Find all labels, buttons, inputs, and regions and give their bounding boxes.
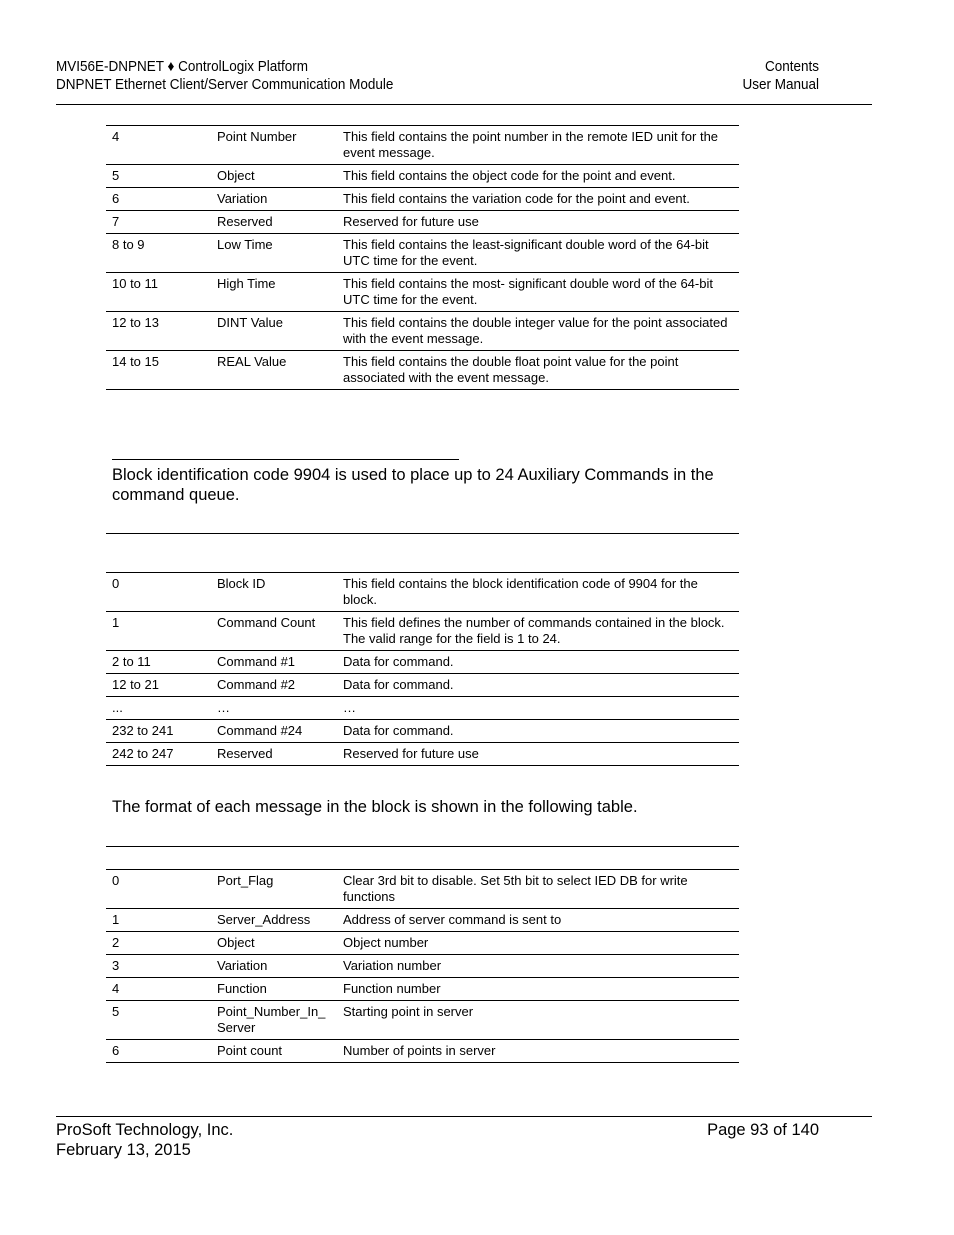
table-row (106, 612, 739, 651)
table2-top-rule (106, 533, 739, 534)
cell-description: This field contains the least-significant double word of the 64-bit UTC time for the event. (337, 234, 739, 273)
cell-offset: 12 to 21 (106, 674, 211, 697)
cell-name: REAL Value (211, 351, 337, 390)
cell-description: Function number (337, 978, 739, 1001)
cell-description: Clear 3rd bit to disable. Set 5th bit to select IED DB for write functions (337, 870, 739, 909)
cell-name: Command Count (211, 612, 337, 651)
table-row (106, 955, 739, 978)
cell-description: This field contains the object code for the point and event. (337, 165, 739, 188)
section-heading-rule (112, 459, 459, 460)
table-row (106, 720, 739, 743)
cell-name: Low Time (211, 234, 337, 273)
table-row (106, 273, 739, 312)
page-header-left (56, 58, 393, 94)
table-row (106, 651, 739, 674)
cell-name: Function (211, 978, 337, 1001)
cell-name: Object (211, 932, 337, 955)
cell-offset: 2 (106, 932, 211, 955)
command-format-table (106, 870, 739, 1063)
cell-name: Point Number (211, 126, 337, 165)
cell-name: Command #24 (211, 720, 337, 743)
table3-top-rule (106, 846, 739, 847)
table-row (106, 165, 739, 188)
cell-offset: 8 to 9 (106, 234, 211, 273)
cell-name: Object (211, 165, 337, 188)
cell-name: Command #1 (211, 651, 337, 674)
table-row (106, 870, 739, 909)
cell-name: Reserved (211, 743, 337, 766)
cell-offset: ... (106, 697, 211, 720)
cell-offset: 4 (106, 126, 211, 165)
footer-date: February 13, 2015 (56, 1141, 191, 1159)
cell-name: Reserved (211, 211, 337, 234)
cell-offset: 7 (106, 211, 211, 234)
cell-description: Data for command. (337, 720, 739, 743)
cell-description: Reserved for future use (337, 211, 739, 234)
cell-name: DINT Value (211, 312, 337, 351)
table-row (106, 573, 739, 612)
header-doc-type: User Manual (742, 76, 819, 93)
cell-name: Point_Number_In_Server (211, 1001, 337, 1040)
cell-name: High Time (211, 273, 337, 312)
cell-offset: 2 to 11 (106, 651, 211, 674)
cell-description: … (337, 697, 739, 720)
page-header-right (742, 58, 819, 94)
cell-name: Block ID (211, 573, 337, 612)
table-row (106, 188, 739, 211)
cell-offset: 10 to 11 (106, 273, 211, 312)
cell-offset: 232 to 241 (106, 720, 211, 743)
cell-name: Command #2 (211, 674, 337, 697)
cell-description: Reserved for future use (337, 743, 739, 766)
cell-offset: 5 (106, 165, 211, 188)
table-row (106, 126, 739, 165)
cell-offset: 1 (106, 909, 211, 932)
section-intro-text: Block identification code 9904 is used to place up to 24 Auxiliary Commands in the command queue. (112, 466, 714, 504)
header-section: Contents (764, 58, 819, 75)
cell-description: This field defines the number of commands contained in the block. The valid range for the field is 1 to 24. (337, 612, 739, 651)
cell-offset: 5 (106, 1001, 211, 1040)
cell-offset: 6 (106, 188, 211, 211)
cell-name: Server_Address (211, 909, 337, 932)
cell-offset: 3 (106, 955, 211, 978)
cell-offset: 14 to 15 (106, 351, 211, 390)
cell-offset: 0 (106, 870, 211, 909)
cell-description: Number of points in server (337, 1040, 739, 1063)
cell-name: … (211, 697, 337, 720)
cell-offset: 242 to 247 (106, 743, 211, 766)
cell-description: This field contains the double integer value for the point associated with the event message. (337, 312, 739, 351)
cell-description: Address of server command is sent to (337, 909, 739, 932)
header-rule (56, 104, 872, 105)
header-module-title: DNPNET Ethernet Client/Server Communication Module (56, 76, 394, 93)
cell-offset: 12 to 13 (106, 312, 211, 351)
event-format-table (106, 126, 739, 390)
cell-description: Data for command. (337, 674, 739, 697)
cell-offset: 1 (106, 612, 211, 651)
table-row (106, 234, 739, 273)
cell-description: Object number (337, 932, 739, 955)
cell-offset: 6 (106, 1040, 211, 1063)
cell-name: Port_Flag (211, 870, 337, 909)
block-9904-table (106, 573, 739, 766)
footer-rule (56, 1116, 872, 1117)
cell-name: Variation (211, 188, 337, 211)
cell-description: This field contains the variation code for the point and event. (337, 188, 739, 211)
cell-description: This field contains the block identification code of 9904 for the block. (337, 573, 739, 612)
table-row (106, 978, 739, 1001)
table-row (106, 909, 739, 932)
format-intro-text: The format of each message in the block is shown in the following table. (112, 798, 638, 816)
cell-description: Data for command. (337, 651, 739, 674)
table-row (106, 743, 739, 766)
cell-name: Point count (211, 1040, 337, 1063)
table-row (106, 211, 739, 234)
cell-name: Variation (211, 955, 337, 978)
table-row (106, 312, 739, 351)
cell-description: This field contains the double float point value for the point associated with the event message. (337, 351, 739, 390)
table-row (106, 674, 739, 697)
footer-company: ProSoft Technology, Inc. (56, 1121, 234, 1139)
cell-description: Starting point in server (337, 1001, 739, 1040)
table-row (106, 351, 739, 390)
cell-offset: 0 (106, 573, 211, 612)
table-row (106, 697, 739, 720)
header-product-title: MVI56E-DNPNET ♦ ControlLogix Platform (56, 58, 308, 75)
footer-page-number: Page 93 of 140 (707, 1121, 819, 1139)
footer-left (56, 1120, 233, 1160)
cell-description: This field contains the point number in the remote IED unit for the event message. (337, 126, 739, 165)
cell-offset: 4 (106, 978, 211, 1001)
cell-description: Variation number (337, 955, 739, 978)
table-row (106, 1001, 739, 1040)
table-row (106, 932, 739, 955)
cell-description: This field contains the most- significant double word of the 64-bit UTC time for the event. (337, 273, 739, 312)
table-row (106, 1040, 739, 1063)
